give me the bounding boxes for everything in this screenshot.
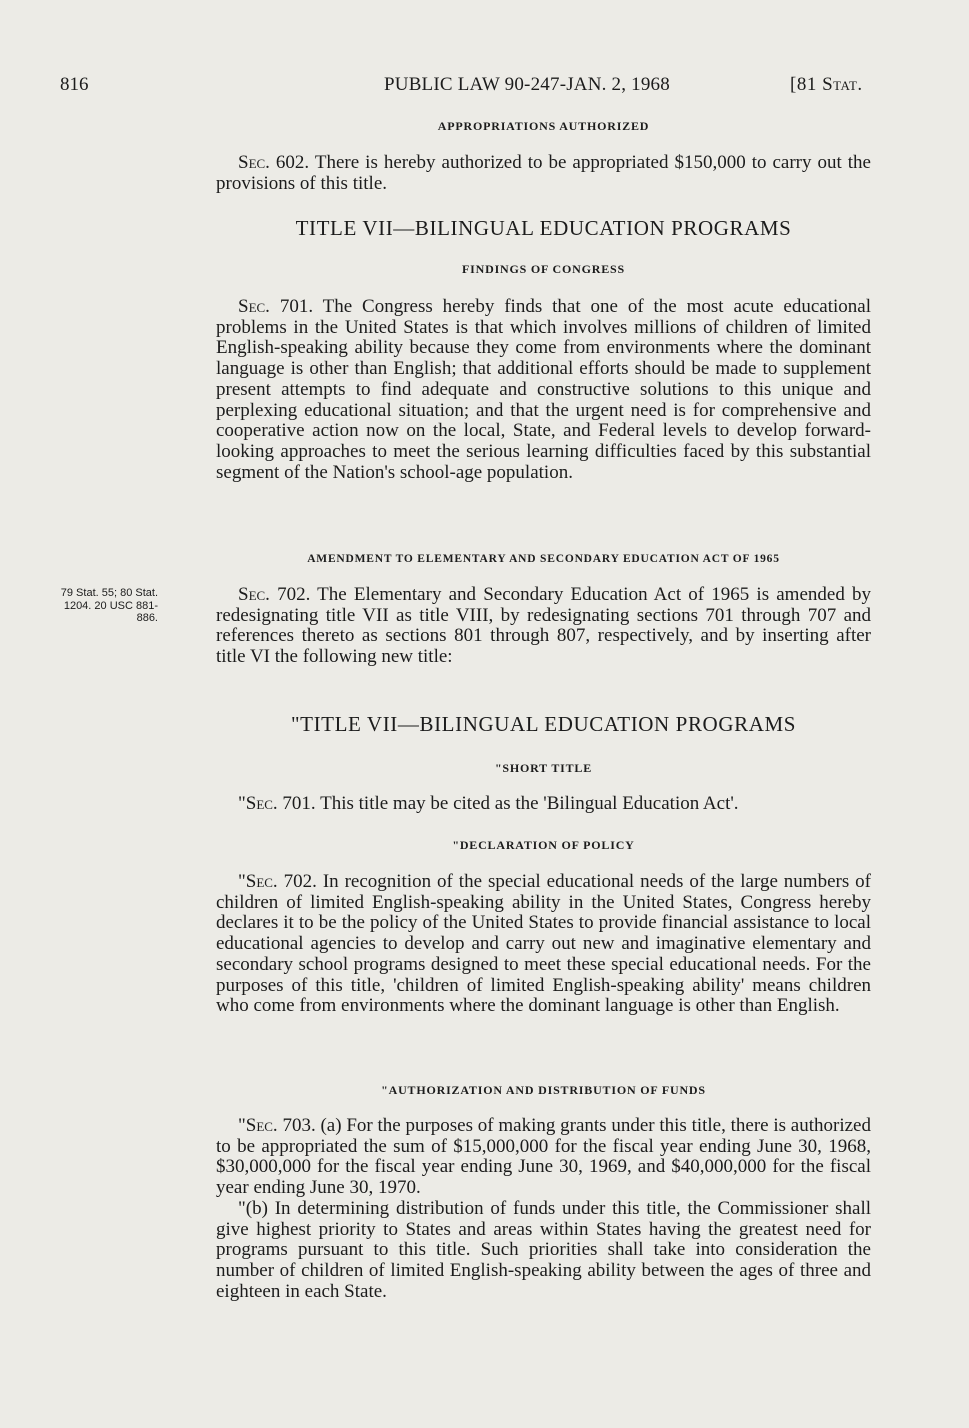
section-heading-amendment: AMENDMENT TO ELEMENTARY AND SECONDARY EDUCATION ACT OF 1965 <box>307 553 780 565</box>
section-heading-authorization: "AUTHORIZATION AND DISTRIBUTION OF FUNDS <box>381 1083 706 1097</box>
new-section-702-paragraph <box>216 872 871 1017</box>
running-title: PUBLIC LAW 90-247-JAN. 2, 1968 <box>384 74 670 95</box>
section-heading-findings: FINDINGS OF CONGRESS <box>462 262 625 276</box>
section-text: The Congress hereby finds that one of the most acute educational problems in the United States is that which involves millions of children of limited English-speaking ability because they come from environments where the dominant language is other than English; that additional efforts should be made to supplement present attempts to find adequate and constructive solutions to this unique and perplexing educational situation; and that the urgent need is for comprehensive and cooperative action now on the local, State, and Federal levels to develop forward-looking approaches to meet the serious learning difficulties faced by this substantial segment of the Nation's school-age population. <box>216 296 871 483</box>
margin-note-citation: 79 Stat. 55; 80 Stat. 1204. 20 USC 881-886. <box>60 587 158 624</box>
section-text: "(b) In determining distribution of funds under this title, the Commissioner shall give highest priority to States and areas within States having the greatest need for programs pursuant to this title. Such priorities shall take into consideration the number of children of limited English-speaking ability between the ages of three and eighteen in each State. <box>216 1198 871 1302</box>
section-heading-policy: "DECLARATION OF POLICY <box>452 838 635 852</box>
section-602-paragraph <box>216 153 871 194</box>
section-702-paragraph <box>216 585 871 668</box>
page-number: 816 <box>60 74 89 95</box>
section-label: Sec. 702. <box>238 584 311 605</box>
section-heading-appropriations: APPROPRIATIONS AUTHORIZED <box>437 119 650 133</box>
section-label: "Sec. 701. <box>238 793 316 814</box>
new-section-703b-paragraph <box>216 1199 871 1303</box>
section-text: In recognition of the special educational needs of the large numbers of children of limited English-speaking ability in the United States, Congress hereby declares it to be the policy of the United States to provide financial assistance to local educational agencies to develop and carry out new and imaginative elementary and secondary school programs designed to meet these special educational needs. For the purposes of this title, 'children of limited English-speaking ability' means children who come from environments where the dominant language is other than English. <box>216 871 872 1017</box>
section-label: "Sec. 702. <box>238 871 317 892</box>
section-label: Sec. 602. <box>238 152 310 173</box>
new-title-heading: "TITLE VII—BILINGUAL EDUCATION PROGRAMS <box>290 712 797 736</box>
statute-reference: [81 Stat. <box>790 74 863 95</box>
section-text: There is hereby authorized to be appropriated $150,000 to carry out the provisions of this title. <box>216 152 871 194</box>
section-label: "Sec. 703. <box>238 1115 316 1136</box>
section-text: (a) For the purposes of making grants under this title, there is authorized to be appropriated the sum of $15,000,000 for the fiscal year ending June 30, 1968, $30,000,000 for the fiscal year ending June 30, 1969, and $40,000,000 for the fiscal year ending June 30, 1970. <box>216 1115 871 1199</box>
section-text: This title may be cited as the 'Bilingual Education Act'. <box>320 793 739 814</box>
section-text: The Elementary and Secondary Education Act of 1965 is amended by redesignating title VII as title VIII, by redesignating sections 701 through 707 and references thereto as sections 801 through 807, respectively, and by inserting after title VI the following new title: <box>216 584 871 668</box>
title-heading: TITLE VII—BILINGUAL EDUCATION PROGRAMS <box>295 216 792 240</box>
section-heading-short-title: "SHORT TITLE <box>494 761 593 775</box>
section-label: Sec. 701. <box>238 296 314 317</box>
section-701-paragraph <box>216 297 871 483</box>
new-section-703a-paragraph <box>216 1116 871 1199</box>
new-section-701-paragraph <box>216 794 871 815</box>
